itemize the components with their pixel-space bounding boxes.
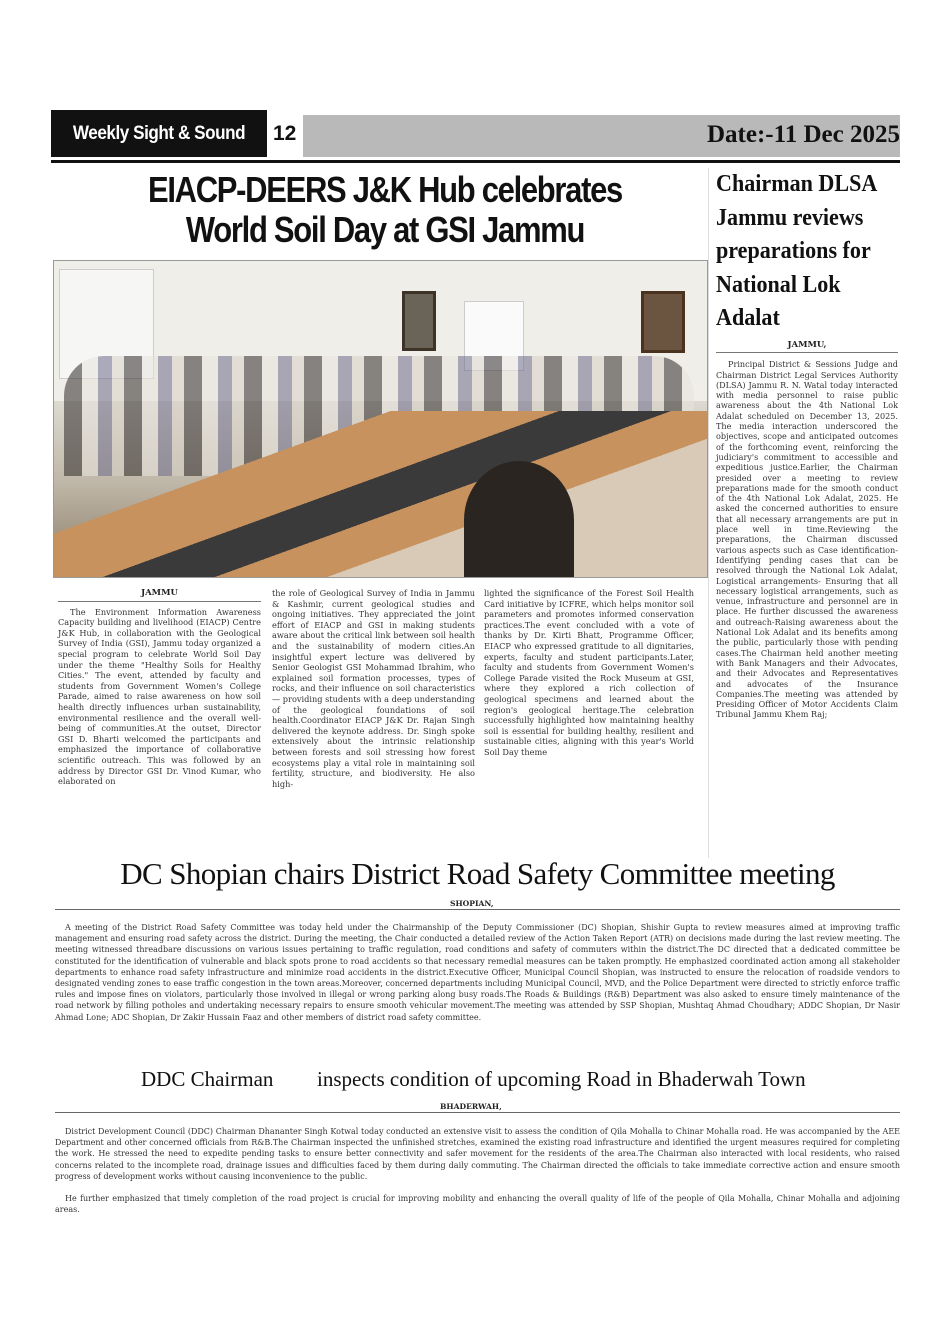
column-divider: [708, 168, 709, 858]
bhaderwah-rule: [55, 1112, 900, 1113]
bhaderwah-paragraph: He further emphasized that timely completion of the road project is crucial for improving mobility and enhancing the overall quality of life of the people of Qila Mohalla, Chinar Mohalla and adjoining areas.: [55, 1194, 900, 1215]
masthead: [51, 110, 900, 157]
lead-paragraph: the role of Geological Survey of India in Jammu & Kashmir, current geological studies and ongoing initiatives. They appreciated the joint effort of EIACP and GSI in making students aware about the critical link between soil health and the sustainability of modern cities.An insightful expert lecture was delivered by Senior Geologist GSI Mohammad Ibrahim, who explained soil formation processes, types of rocks, and their influence on soil characteristics— providing students with a deep understanding of the geological foundations of soil health.Coordinator EIACP J&K Dr. Rajan Singh delivered the keynote address. Dr. Singh spoke extensively about the intrinsic relationship between forests and soil stressing how forest ecosystems play a vital role in maintaining soil fertility, structure, and biodiversity. He also high-: [272, 588, 475, 789]
issue-date: Date:-11 Dec 2025: [707, 121, 900, 148]
shopian-paragraph: A meeting of the District Road Safety Committee was today held under the Chairmanship of the Deputy Commissioner (DC) Shopian, Shishir Gupta to review measures aimed at improving traffic management and ensuring road safety across the district. During the meeting, the Chair conducted a detailed review of the Action Taken Report (ATR) on decisions made during the last review meeting. The meeting witnessed threadbare discussions on various issues pertaining to traffic regulation, road conditions and safety of commuters within the district.The DC directed that a dedicated committee be constituted for the identification of vulnerable and black spots prone to road accidents so that necessary remedial measures can be taken promptly. He emphasized coordinated action among all stakeholder departments to enhance road safety infrastructure and minimize road accidents in the district.Executive Officer, Municipal Council Shopian, was instructed to ensure the relocation of roadside vendors to designated vending zones to ease traffic congestion in the town areas.Moreover, concerned departments including Municipal Council, MVD, and the Police Department were directed to strictly enforce traffic rules and impose fines on violators, particularly those involved in illegal or wrong parking along busy roads.The Roads & Buildings (R&B) Department was also asked to ensure timely maintenance of the road network by filling potholes and undertaking necessary repairs to ensure smooth vehicular movement.The meeting was attended by SSP Shopian, Mushtaq Ahmad Choudhary; ADDC Shopian, Dr Nasir Ahmad Lone; ADC Shopian, Dr Zakir Hussain Faaz and other members of district road safety committee.: [55, 923, 900, 1022]
shopian-rule: [55, 909, 900, 910]
shopian-body: [55, 922, 900, 1023]
header-rule: [51, 160, 900, 163]
bhaderwah-body: [55, 1126, 900, 1215]
side-dateline: JAMMU,: [716, 340, 898, 353]
lead-paragraph: The Environment Information Awareness Capacity building and livelihood (EIACP) Centre J&K Hub, in collaboration with the Geological Survey of India (GSI), Jammu today organized a special program to celebrate World Soil Day under the theme "Healthy Soils for Healthy Cities." The event, attended by faculty and students from Government Women's College Parade, aimed to raise awareness on how soil health directly influences urban sustainability, environmental resilience and the overall well-being of communities.At the outset, Director GSI D. Bharti welcomed the participants and emphasized the importance of collaborative scientific outreach. This was followed by an address by Director GSI Dr. Vinod Kumar, who elaborated on: [58, 606, 261, 787]
lead-headline: [106, 170, 665, 250]
lead-column-1: [58, 588, 261, 787]
photo-speaker: [464, 461, 574, 578]
bhaderwah-headline-part1: DDC Chairman: [141, 1067, 274, 1091]
lead-headline-line1: EIACP-DEERS J&K Hub celebrates: [147, 169, 622, 210]
lead-column-3: [484, 588, 694, 758]
shopian-dateline: SHOPIAN,: [450, 899, 494, 908]
bhaderwah-headline-part2: inspects condition of upcoming Road in Bhaderwah Town: [317, 1067, 806, 1091]
shopian-headline: DC Shopian chairs District Road Safety Committee meeting: [120, 856, 835, 891]
photo-portrait-2: [641, 291, 685, 353]
side-headline: Chairman DLSA Jammu reviews preparations for National Lok Adalat: [716, 171, 877, 331]
photo-conference-table: [54, 411, 708, 578]
bhaderwah-paragraph: District Development Council (DDC) Chairman Dhananter Singh Kotwal today conducted an extensive visit to assess the condition of Qila Mohalla to Chinar Mohalla road. He was accompanied by the AEE Department and other concerned officials from R&B.The Chairman inspected the unfinished stretches, examined the existing road infrastructure and identified the urgent measures required for completing the work. He stressed the need to expedite pending tasks to ensure better connectivity and safer movement for the residents of the area.The Chairman also interacted with local residents, who raised concerns related to the incomplete road, drainage issues and difficulties faced by them during daily commuting. The Chairman directed the officials to take immediate corrective action and ensure smooth progress of development works without causing inconvenience to the public.: [55, 1127, 900, 1181]
side-story-body: [716, 340, 898, 720]
lead-photo: [53, 260, 708, 578]
lead-column-2: [272, 588, 475, 789]
lead-dateline: JAMMU: [58, 588, 261, 602]
lead-headline-line2: World Soil Day at GSI Jammu: [185, 209, 585, 250]
bhaderwah-dateline: BHADERWAH,: [440, 1102, 502, 1111]
side-paragraph: Principal District & Sessions Judge and Chairman District Legal Services Authority (DLSA) Jammu R. N. Watal today interacted with media personnel to raise public awareness about the 4th National Lok Adalat scheduled on December 13, 2025. The media interaction underscored the objectives, scope and anticipated outcomes of the forthcoming event, reinforcing the judiciary's commitment to accessible and expeditious justice.Earlier, the Chairman presided over a meeting to review preparations made for the smooth conduct of the 4th National Lok Adalat, 2025. He asked the concerned authorities to ensure that all necessary arrangements are put in place well in time.Reviewing the preparations, the Chairman discussed various aspects such as Case identification-Identifying pending cases that can be resolved through the National Lok Adalat, Logistical arrangements- Ensuring that all necessary logistical arrangements, such as venue, infrastructure and personnel are in place. He further discussed the awareness and outreach-Raising awareness about the National Lok Adalat and its benefits among the public, particularly those with pending cases.The Chairman held another meeting with Bank Managers and their Advocates, and their Advocates and Representatives and advocates of the Insurance Companies.The meeting was attended by Presiding Officer of Motor Accidents Claim Tribunal Jammu Khem Raj;: [716, 359, 898, 720]
page-number: 12: [273, 122, 297, 145]
lead-paragraph: lighted the significance of the Forest Soil Health Card initiative by ICFRE, which helps monitor soil parameters and promotes informed conservation practices.The event concluded with a vote of thanks by Dr. Kirti Bhatt, Programme Officer, EIACP who expressed gratitude to all dignitaries, experts, faculty and student participants.Later, faculty and students from Government Women's College Parade visited the Rock Museum at GSI, where they explored a rich collection of geological specimens and learned about the region's geological heritage.The celebration successfully highlighted how maintaining healthy soil is essential for building healthy, resilient and sustainable cities, aligning with this year's World Soil Day theme: [484, 588, 694, 757]
publication-name: Weekly Sight & Sound: [51, 110, 267, 157]
photo-portrait: [402, 291, 436, 351]
